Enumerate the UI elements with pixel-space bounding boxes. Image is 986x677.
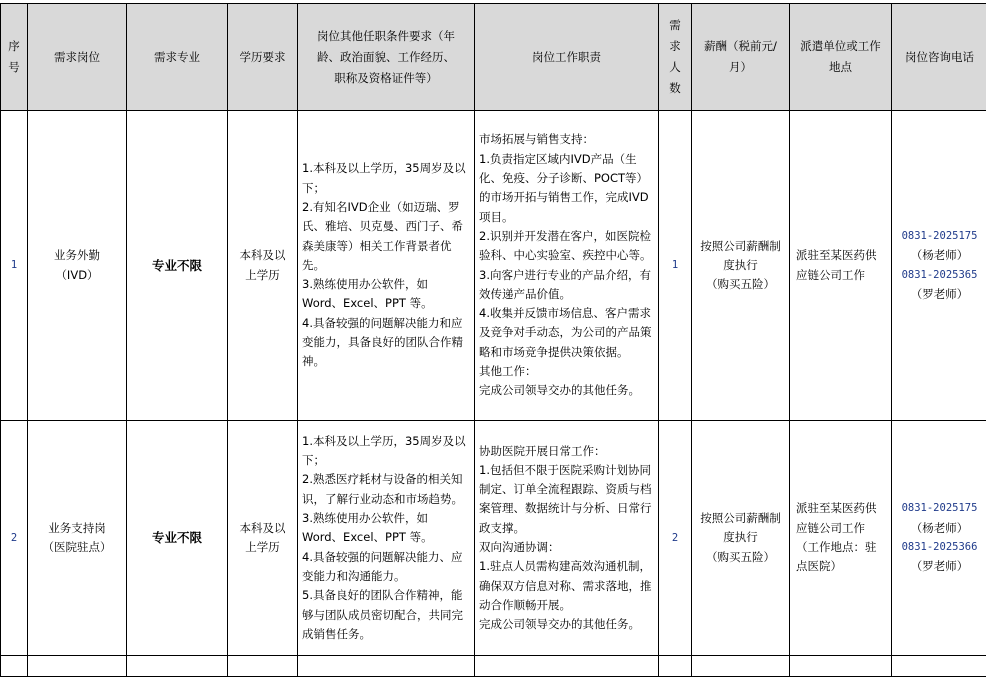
- major-cell: 专业不限: [127, 421, 228, 656]
- position-name: 业务支持岗: [32, 519, 122, 538]
- salary-line: （购买五险）: [698, 275, 783, 294]
- table-row-partial: [1, 656, 986, 677]
- count: 2: [672, 532, 678, 544]
- count-cell: [659, 421, 692, 656]
- phone-cell: [892, 111, 986, 421]
- requirements-line: 2.有知名IVD企业（如迈瑞、罗氏、雅培、贝克曼、西门子、希森美康等）相关工作背景者优先。: [302, 198, 470, 275]
- header-salary: 薪酬（税前元/月）: [692, 4, 790, 111]
- count: 1: [672, 259, 678, 271]
- duties-line: 4.收集并反馈市场信息、客户需求及竞争对手动态，为公司的产品策略和市场竞争提供决策依据。: [479, 304, 654, 362]
- duties-line: 3.向客户进行专业的产品介绍，有效传递产品价值。: [479, 266, 654, 305]
- requirements-line: 4.具备较强的问题解决能力、应变能力和沟通能力。: [302, 548, 470, 587]
- contact-name: （罗老师）: [896, 557, 983, 576]
- salary-cell: [692, 111, 790, 421]
- duties-line: 其他工作：: [479, 362, 654, 381]
- header-major: 需求专业: [127, 4, 228, 111]
- education-cell: 本科及以上学历: [228, 421, 298, 656]
- header-unit: 派遣单位或工作地点: [790, 4, 892, 111]
- contact-name: （杨老师）: [896, 519, 983, 538]
- count-cell: [659, 111, 692, 421]
- position-subtitle: （医院驻点）: [32, 538, 122, 557]
- salary-line: 按照公司薪酬制度执行: [698, 237, 783, 276]
- requirements-line: 2.熟悉医疗耗材与设备的相关知识，了解行业动态和市场趋势。: [302, 470, 470, 509]
- contact-name: （杨老师）: [896, 246, 983, 265]
- header-education: 学历要求: [228, 4, 298, 111]
- seq: 2: [11, 532, 17, 544]
- duties-line: 1.包括但不限于医院采购计划协同制定、订单全流程跟踪、资质与档案管理、数据统计与分析、日常行政支撑。: [479, 461, 654, 538]
- duties-cell: [475, 111, 659, 421]
- duties-line: 市场拓展与销售支持：: [479, 130, 654, 149]
- requirements-line: 4.具备较强的问题解决能力和应变能力，具备良好的团队合作精神。: [302, 314, 470, 372]
- position-cell: [28, 421, 127, 656]
- job-table: [0, 3, 986, 677]
- requirements-line: 3.熟练使用办公软件，如 Word、Excel、PPT 等。: [302, 275, 470, 314]
- header-requirements: 岗位其他任职条件要求（年龄、政治面貌、工作经历、职称及资格证件等）: [298, 4, 475, 111]
- duties-line: 协助医院开展日常工作：: [479, 442, 654, 461]
- duties-line: 完成公司领导交办的其他任务。: [479, 615, 654, 634]
- phone-number: 0831-2025175: [896, 499, 983, 518]
- salary-line: （购买五险）: [698, 548, 783, 567]
- major-cell: 专业不限: [127, 111, 228, 421]
- header-row: [1, 4, 986, 111]
- education-cell: 本科及以上学历: [228, 111, 298, 421]
- phone-number: 0831-2025365: [896, 266, 983, 285]
- seq-cell: [1, 421, 28, 656]
- header-seq: 序号: [1, 4, 28, 111]
- requirements-cell: [298, 111, 475, 421]
- salary-line: 按照公司薪酬制度执行: [698, 509, 783, 548]
- phone-cell: [892, 421, 986, 656]
- duties-cell: [475, 421, 659, 656]
- seq: 1: [11, 259, 17, 271]
- requirements-line: 1.本科及以上学历，35周岁及以下；: [302, 432, 470, 471]
- requirements-cell: [298, 421, 475, 656]
- position-subtitle: （IVD）: [32, 266, 122, 285]
- requirements-line: 3.熟练使用办公软件，如 Word、Excel、PPT 等。: [302, 509, 470, 548]
- header-duties: 岗位工作职责: [475, 4, 659, 111]
- header-phone: 岗位咨询电话: [892, 4, 986, 111]
- header-position: 需求岗位: [28, 4, 127, 111]
- requirements-line: 5.具备良好的团队合作精神，能够与团队成员密切配合，共同完成销售任务。: [302, 586, 470, 644]
- unit-cell: 派驻至某医药供应链公司工作: [790, 111, 892, 421]
- position-name: 业务外勤: [32, 246, 122, 265]
- table-row: [1, 111, 986, 421]
- duties-line: 1.负责指定区域内IVD产品（生化、免疫、分子诊断、POCT等）的市场开拓与销售工作，完成IVD项目。: [479, 150, 654, 227]
- phone-number: 0831-2025366: [896, 538, 983, 557]
- header-count: 需求人数: [659, 4, 692, 111]
- contact-name: （罗老师）: [896, 285, 983, 304]
- unit-cell: 派驻至某医药供应链公司工作（工作地点：驻点医院）: [790, 421, 892, 656]
- salary-cell: [692, 421, 790, 656]
- phone-number: 0831-2025175: [896, 227, 983, 246]
- table-row: [1, 421, 986, 656]
- duties-line: 2.识别并开发潜在客户，如医院检验科、中心实验室、疾控中心等。: [479, 227, 654, 266]
- position-cell: [28, 111, 127, 421]
- seq-cell: [1, 111, 28, 421]
- duties-line: 完成公司领导交办的其他任务。: [479, 381, 654, 400]
- duties-line: 双向沟通协调：: [479, 538, 654, 557]
- requirements-line: 1.本科及以上学历，35周岁及以下；: [302, 159, 470, 198]
- duties-line: 1.驻点人员需构建高效沟通机制，确保双方信息对称、需求落地，推动合作顺畅开展。: [479, 557, 654, 615]
